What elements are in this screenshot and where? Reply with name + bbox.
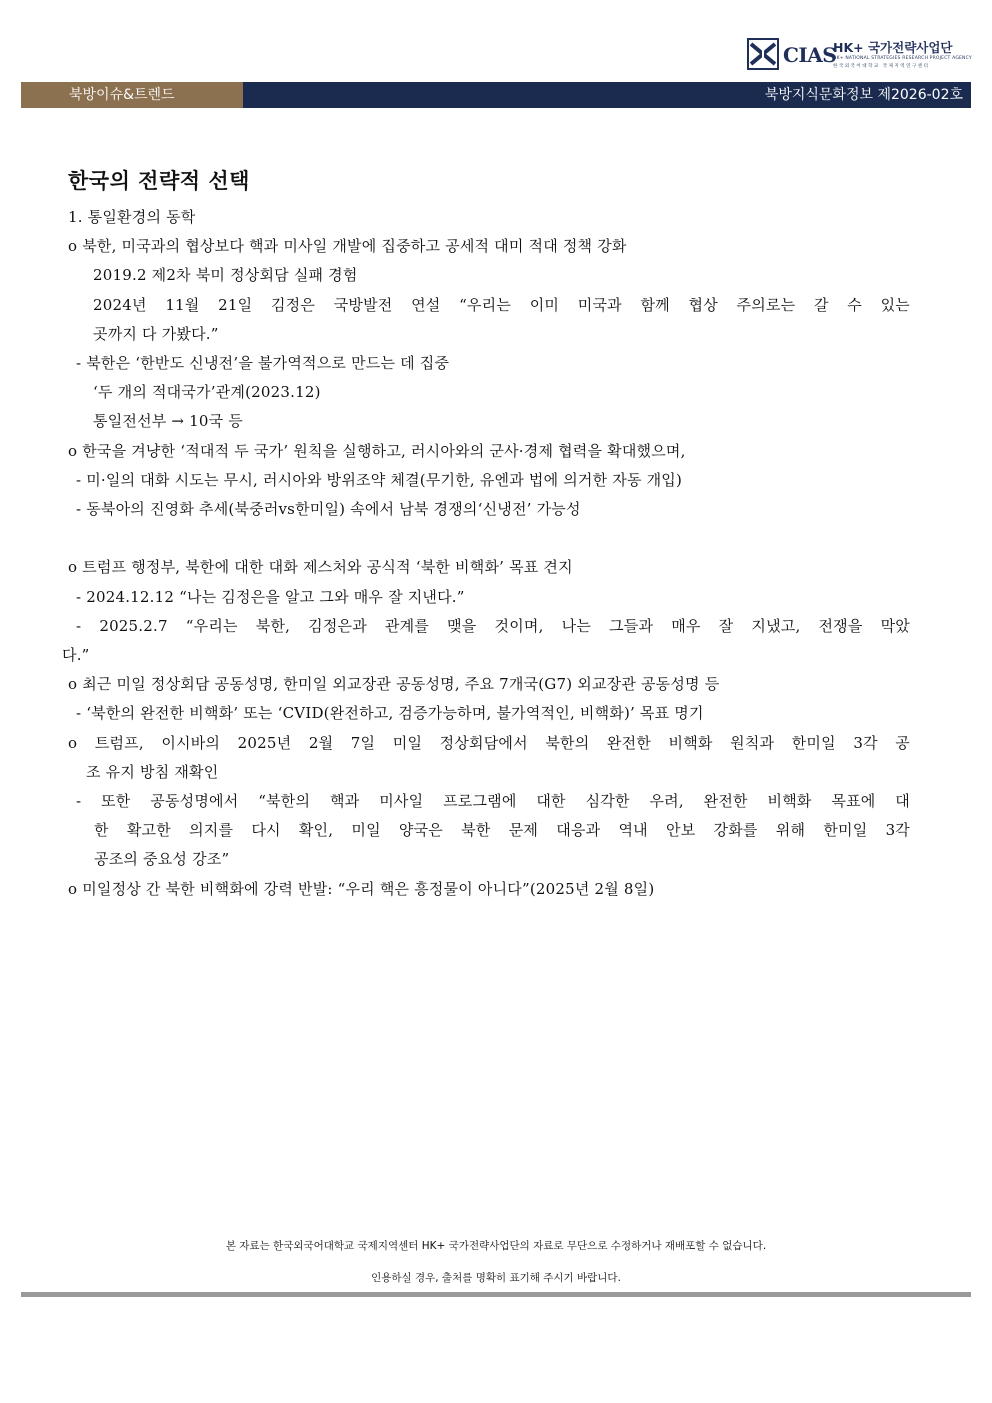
- cias-logo-mark-icon: [747, 38, 779, 70]
- bullet-point: o 최근 미일 정상회담 공동성명, 한미일 외교장관 공동성명, 주요 7개국(G7) 외교장관 공동성명 등: [68, 675, 720, 694]
- bullet-point-continuation: 조 유지 방침 재확인: [86, 762, 219, 781]
- sub-item: 통일전선부 → 10국 등: [93, 412, 243, 431]
- banner-category: 북방이슈&트렌드: [21, 82, 243, 108]
- dash-item: - 또한 공동성명에서 “북한의 핵과 미사일 프로그램에 대한 심각한 우려, 완전한 비핵화 목표에 대: [76, 792, 910, 811]
- footer-copyright-notice: 본 자료는 한국외국어대학교 국제지역센터 HK+ 국가전략사업단의 자료로 무단으로 수정하거나 재배포할 수 없습니다.: [225, 1240, 767, 1252]
- bullet-point: o 미일정상 간 북한 비핵화에 강력 반발: “우리 핵은 흥정물이 아니다”(2025년 2월 8일): [68, 879, 655, 898]
- sub-item: 2024년 11월 21일 김정은 국방발전 연설 “우리는 이미 미국과 함께 협상 주의로는 갈 수 있는: [93, 295, 910, 314]
- sub-item: 2019.2 제2차 북미 정상회담 실패 경험: [93, 266, 358, 285]
- footer-divider: [21, 1292, 971, 1297]
- bullet-point: o 북한, 미국과의 협상보다 핵과 미사일 개발에 집중하고 공세적 대미 적대 정책 강화: [68, 237, 627, 256]
- blank-line: [68, 524, 910, 553]
- dash-item: - 북한은 ‘한반도 신냉전’을 불가역적으로 만드는 데 집중: [76, 354, 450, 373]
- document-body: [62, 165, 910, 904]
- section-heading: 1. 통일환경의 동학: [68, 208, 196, 226]
- banner-issue-number: 북방지식문화정보 제2026-02호: [243, 82, 971, 108]
- header-banner: [21, 82, 971, 108]
- dash-item-continuation: 다.”: [62, 646, 90, 665]
- document-title: 한국의 전략적 선택: [68, 168, 250, 193]
- dash-item: - 2024.12.12 “나는 김정은을 알고 그와 매우 잘 지낸다.”: [76, 587, 465, 606]
- dash-item: - 동북아의 진영화 추세(북중러vs한미일) 속에서 남북 경쟁의‘신냉전’ 가능성: [76, 500, 581, 519]
- dash-item: - 미·일의 대화 시도는 무시, 러시아와 방위조약 체결(무기한, 유엔과 법에 의거한 자동 개입): [76, 470, 683, 489]
- logo-cias-text: CIAS: [783, 43, 837, 67]
- dash-item: - 2025.2.7 “우리는 북한, 김정은과 관계를 맺을 것이며, 나는 그들과 매우 잘 지냈고, 전쟁을 막았: [76, 616, 910, 635]
- logo-subtitle-ko: 한국외국어대학교 국제지역연구센터: [833, 64, 930, 69]
- dash-item: - ‘북한의 완전한 비핵화’ 또는 ‘CVID(완전하고, 검증가능하며, 불가역적인, 비핵화)’ 목표 명기: [76, 704, 704, 723]
- footer-citation-notice: 인용하실 경우, 출처를 명확히 표기해 주시기 바랍니다.: [371, 1272, 621, 1284]
- dash-item-continuation: 공조의 중요성 강조”: [94, 850, 230, 869]
- cias-logo: [747, 38, 972, 72]
- sub-item: ‘두 개의 적대국가’관계(2023.12): [93, 383, 321, 402]
- logo-subtitle-en: HK+ NATIONAL STRATEGIES RESEARCH PROJECT AGENCY: [833, 56, 972, 61]
- bullet-point: o 한국을 겨냥한 ‘적대적 두 국가’ 원칙을 실행하고, 러시아와의 군사·경제 협력을 확대했으며,: [68, 441, 686, 460]
- bullet-point: o 트럼프 행정부, 북한에 대한 대화 제스처와 공식적 ‘북한 비핵화’ 목표 견지: [68, 558, 573, 577]
- sub-item-continuation: 곳까지 다 가봤다.”: [93, 324, 219, 343]
- dash-item-continuation: 한 확고한 의지를 다시 확인, 미일 양국은 북한 문제 대응과 역내 안보 강화를 위해 한미일 3각: [94, 821, 910, 840]
- bullet-point: o 트럼프, 이시바의 2025년 2월 7일 미일 정상회담에서 북한의 완전한 비핵화 원칙과 한미일 3각 공: [68, 733, 910, 752]
- logo-hk-text: HK+ 국가전략사업단: [833, 40, 953, 55]
